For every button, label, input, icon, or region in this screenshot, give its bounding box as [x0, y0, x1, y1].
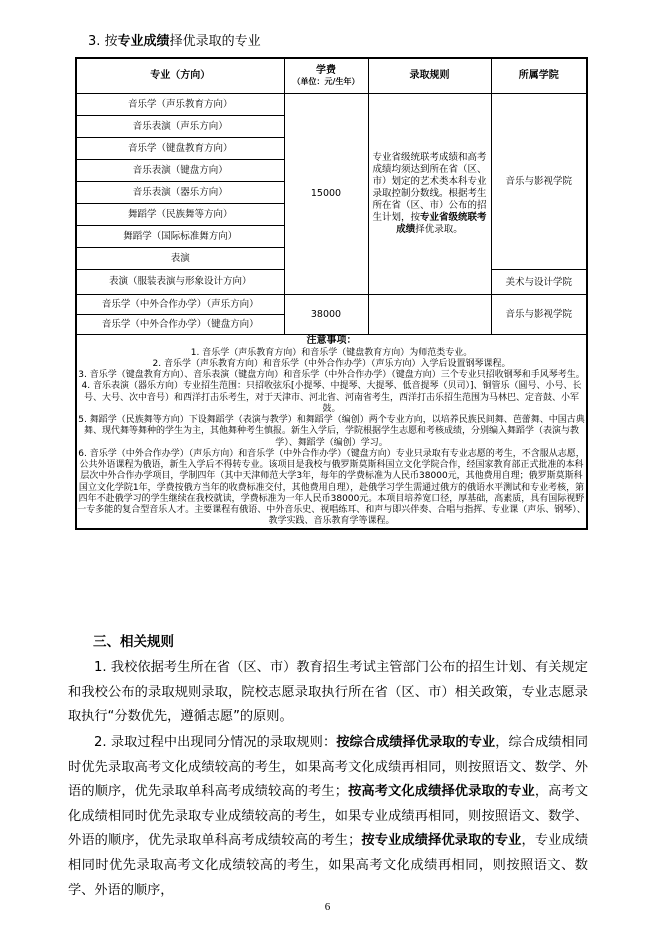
paragraph-2 — [68, 731, 588, 903]
major-cell: 音乐表演（声乐方向） — [76, 116, 284, 138]
note-item: 5. 舞蹈学（民族舞等方向）下设舞蹈学（表演与教学）和舞蹈学（编创）两个专业方向，以培养民族民间舞、芭蕾舞、中国古典舞、现代舞等舞种的学生为主，其他舞种考生慎报。新生入学后，学院根据学生志愿和考核成绩，分别编入舞蹈学（表演与教学）、舞蹈学（编创）学习。 — [78, 415, 585, 448]
major-cell: 音乐学（中外合作办学）（键盘方向） — [76, 315, 284, 335]
rule-cell-empty — [368, 295, 491, 335]
major-cell: 表演（服装表演与形象设计方向） — [76, 270, 284, 295]
note-item: 6. 音乐学（中外合作办学）（声乐方向）和音乐学（中外合作办学）（键盘方向）专业只录取有专业志愿的考生，不含服从志愿，公共外语课程为俄语，新生入学后不得转专业。该项目是我校与俄罗斯莫斯科国立文化学院合作，经国家教育部正式批准的本科层次中外合作办学项目，学制四年（其中天津师范大学3年，每年的学费标准为人民币38000元，其他费用自理；俄罗斯莫斯科国立文化学院1年，学费按俄方当年的收费标准交付，其他费用自理），赴俄学习学生需通过俄方的俄语水平测试和专业考核，第四年不赴俄学习的学生继续在我校就读，学费标准为一年人民币38000元。本项目培养宽口径，厚基础，高素质，具有国际视野一专多能的复合型音乐人才。主要课程有俄语、中外音乐史、视唱练耳、和声与即兴伴奏、合唱与指挥、专业课（声乐、钢琴）、教学实践、音乐教育学等课程。 — [77, 448, 586, 527]
major-cell: 表演 — [76, 248, 284, 270]
para2-bold: 按综合成绩择优录取的专业 — [336, 735, 496, 750]
header-rule: 录取规则 — [368, 58, 491, 94]
note-item: 2. 音乐学（声乐教育方向）和音乐学（中外合作办学）（声乐方向）入学后设置钢琴课程。 — [152, 358, 511, 369]
notes-title: 注意事项： — [306, 335, 357, 346]
page-number: 6 — [324, 901, 331, 913]
header-fee-unit: （单位：元/生年） — [292, 77, 360, 87]
major-cell: 音乐学（键盘教育方向） — [76, 138, 284, 160]
major-cell: 音乐学（声乐教育方向） — [76, 94, 284, 116]
section-title-bold: 专业成绩 — [117, 34, 170, 49]
para2-bold: 按高考文化成绩择优录取的专业 — [347, 784, 535, 800]
note-item: 3. 音乐学（键盘教育方向）、音乐表演（键盘方向）和音乐学（中外合作办学）（键盘方向）三个专业只招收钢琴和手风琴考生。 — [78, 370, 585, 380]
header-fee — [284, 58, 368, 94]
section-title — [88, 30, 261, 49]
table-row — [76, 295, 587, 315]
college-cell-music-coop: 音乐与影视学院 — [491, 295, 587, 335]
section-title-prefix: 3. 按 — [88, 34, 118, 49]
header-college: 所属学院 — [491, 58, 587, 94]
paragraph-1: 1. 我校依据考生所在省（区、市）教育招生考试主管部门公布的招生计划、有关规定和我校公布的录取规则录取，院校志愿录取执行所在省（区、市）相关政策，专业志愿录取执行“分数优先，遵循志愿”的原则。 — [68, 660, 588, 725]
notes-row — [76, 335, 587, 529]
rule-text-1: 专业省级统联考成绩和高考成绩均须达到所在省（区、市）划定的艺术类本科专业录取控制分数线。根据考生所在省（区、市）公布的招生计划，按 — [372, 152, 487, 223]
header-major: 专业（方向） — [76, 58, 284, 94]
fee-cell-38000: 38000 — [284, 295, 368, 335]
college-cell-music: 音乐与影视学院 — [491, 94, 587, 270]
para2-bold: 按专业成绩择优录取的专业 — [361, 833, 522, 849]
major-cell: 舞蹈学（民族舞等方向） — [76, 204, 284, 226]
major-cell: 舞蹈学（国际标准舞方向） — [76, 226, 284, 248]
major-cell: 音乐学（中外合作办学）（声乐方向） — [76, 295, 284, 315]
section-heading: 三、相关规则 — [93, 634, 174, 650]
rule-text-bold: 专业省级统联考成绩 — [396, 211, 487, 235]
note-item: 1. 音乐学（声乐教育方向）和音乐学（键盘教育方向）为师范类专业。 — [190, 347, 473, 358]
fee-cell-15000: 15000 — [284, 94, 368, 295]
note-item: 4. 音乐表演（器乐方向）专业招生范围：只招收弦乐[小提琴、中提琴、大提琴、低音提琴（贝司）]、铜管乐（圆号、小号、长号、大号、次中音号）和西洋打击乐考生，对于天津市、河北省、河南省考生，西洋打击乐招生范围为马林巴、定音鼓、小军鼓。 — [81, 381, 582, 414]
college-cell-art: 美术与设计学院 — [491, 270, 587, 295]
major-cell: 音乐表演（器乐方向） — [76, 182, 284, 204]
header-fee-label: 学费 — [316, 64, 336, 76]
admission-rule-cell — [368, 94, 491, 295]
table-row — [76, 94, 587, 116]
table-header-row — [76, 58, 587, 94]
major-cell: 音乐表演（键盘方向） — [76, 160, 284, 182]
section-title-suffix: 择优录取的专业 — [169, 34, 261, 49]
notes-cell — [76, 335, 587, 529]
para2-text: ，综合成绩相同时优先录取高考文化成绩较高的考生，如果高考文化成绩再相同，则按照语文、数学、外语的顺序，优先录取单科高考成绩较高的考生； — [68, 735, 589, 800]
admission-table — [75, 57, 588, 530]
para2-text: ，专业成绩相同时优先录取高考文化成绩较高的考生，如果高考文化成绩再相同，则按照语文、数学、外语的顺序， — [68, 833, 589, 898]
para2-text: ，高考文化成绩相同时优先录取专业成绩较高的考生，如果专业成绩再相同，则按照语文、数学、外语的顺序，优先录取单科高考成绩较高的考生； — [68, 784, 589, 849]
rule-text-2: 择优录取。 — [415, 223, 463, 235]
para2-text: 2. 录取过程中出现同分情况的录取规则： — [94, 735, 337, 750]
